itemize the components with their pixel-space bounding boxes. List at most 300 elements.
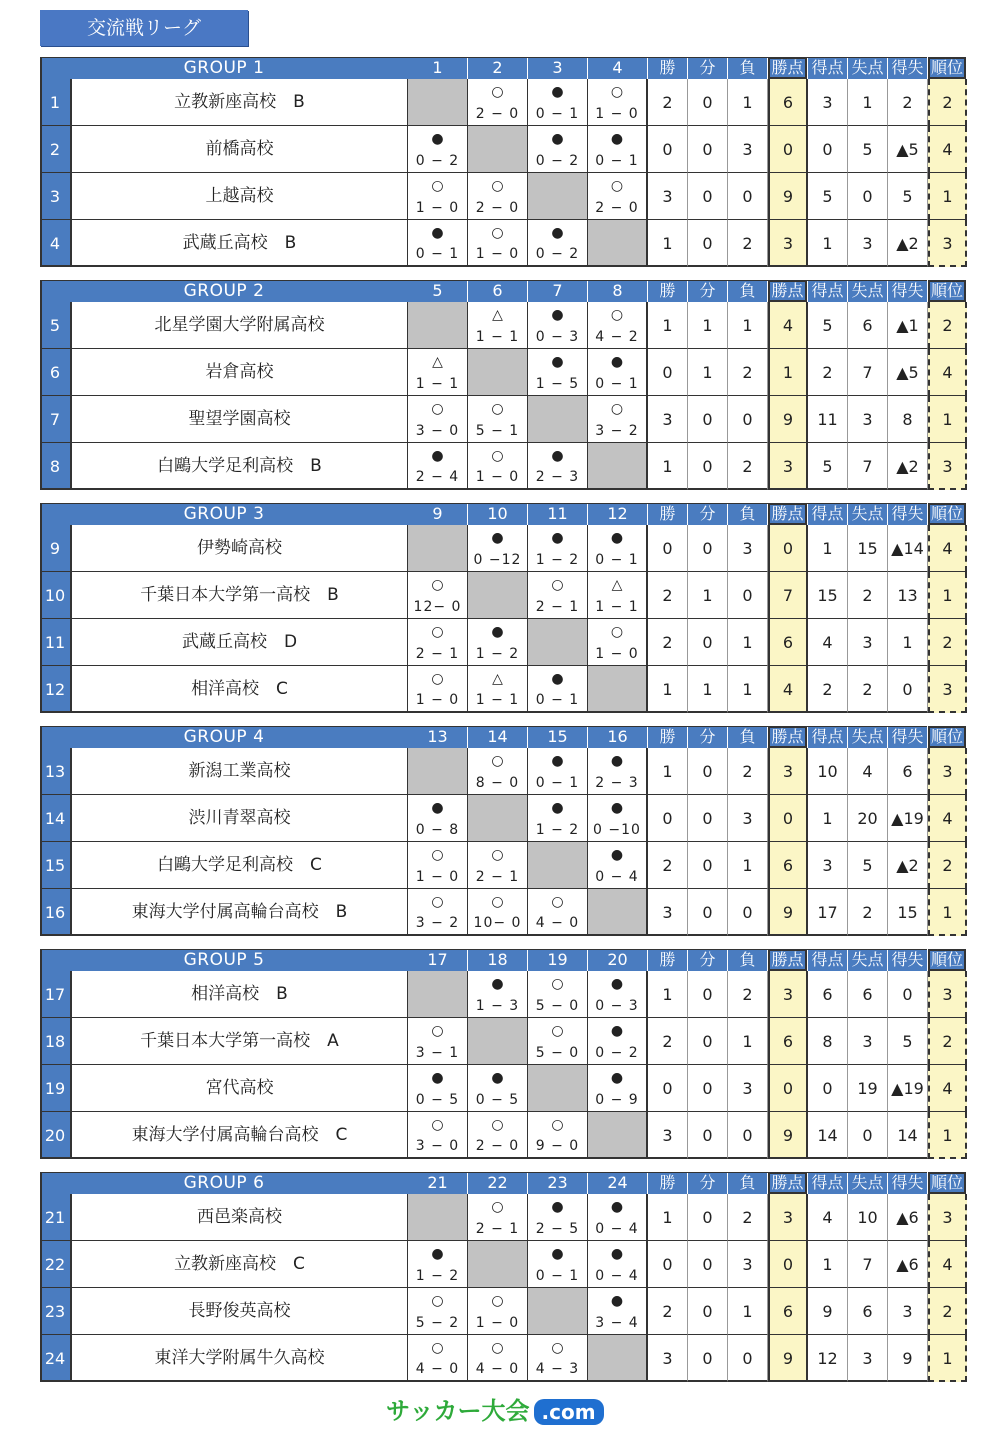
stat-column-header: 分 [688,280,727,302]
opponent-column-header: 11 [528,503,587,525]
stat-goals-against: 7 [848,1241,888,1288]
team-number: 3 [40,173,72,220]
stat-goals-against: 3 [848,396,888,443]
team-number: 6 [40,349,72,396]
result-symbol: ○ [431,178,444,194]
stat-goal-difference: ▲14 [888,525,928,572]
group-table [40,57,967,267]
result-score: 0 − 1 [415,246,460,262]
stat-goal-difference: 0 [888,971,928,1018]
stat-points: 3 [768,971,808,1018]
stat-points: 9 [768,889,808,936]
match-result [468,220,528,267]
match-result [468,971,528,1018]
stat-points: 9 [768,1335,808,1382]
self-match-cell [408,1194,468,1241]
stat-losses: 0 [728,889,768,936]
self-match-cell [408,748,468,795]
stat-losses: 3 [728,126,768,173]
stat-goals-for: 1 [808,525,848,572]
match-result [588,525,648,572]
team-number: 14 [40,795,72,842]
table-row [40,748,967,795]
match-result [588,1241,648,1288]
result-score: 0 − 2 [595,1045,639,1061]
stat-column-header: 負 [728,280,767,302]
team-name: 千葉日本大学第一高校 A [72,1018,408,1065]
result-score: 3 − 1 [415,1045,460,1061]
result-score: 2 − 1 [475,1221,520,1237]
team-name: 東洋大学附属牛久高校 [72,1335,408,1382]
stat-goals-against: 2 [848,572,888,619]
match-result [528,795,588,842]
self-match-cell [588,889,648,936]
stat-losses: 1 [728,79,768,126]
stat-rank: 2 [928,1288,967,1335]
stat-goals-against: 1 [848,79,888,126]
match-result [528,1112,588,1159]
result-score: 3 − 2 [595,423,639,439]
stat-goals-against: 6 [848,1288,888,1335]
result-score: 10− 0 [473,915,522,931]
result-score: 3 − 2 [415,915,460,931]
stat-column-header: 分 [688,503,727,525]
team-number: 5 [40,302,72,349]
stat-goals-for: 2 [808,666,848,713]
stat-points: 6 [768,79,808,126]
result-symbol: ● [610,847,624,863]
team-name: 千葉日本大学第一高校 B [72,572,408,619]
stat-column-header: 失点 [848,726,887,748]
table-row [40,795,967,842]
result-symbol: ○ [551,894,564,910]
self-match-cell [468,1018,528,1065]
stat-column-header: 得失 [888,726,927,748]
table-row [40,349,967,396]
match-result [408,349,468,396]
stat-goals-against: 19 [848,1065,888,1112]
stat-goals-against: 0 [848,1112,888,1159]
stat-column-header: 勝点 [768,57,807,79]
match-result [588,1288,648,1335]
result-symbol: ○ [491,178,504,194]
result-symbol: ● [431,448,444,464]
result-symbol: ● [491,976,504,992]
team-name: 立教新座高校 C [72,1241,408,1288]
group-name: GROUP 6 [40,1172,408,1194]
match-result [528,666,588,713]
team-number: 17 [40,971,72,1018]
stat-goal-difference: 0 [888,666,928,713]
table-row [40,1018,967,1065]
opponent-column-header: 15 [528,726,587,748]
stat-goals-for: 1 [808,795,848,842]
stat-rank: 4 [928,126,967,173]
result-score: 2 − 1 [475,869,520,885]
stat-points: 6 [768,1018,808,1065]
stat-goal-difference: 14 [888,1112,928,1159]
stat-column-header: 分 [688,949,727,971]
stat-rank: 4 [928,1065,967,1112]
match-result [408,1288,468,1335]
stat-points: 0 [768,795,808,842]
match-result [468,1335,528,1382]
team-name: 東海大学付属高輪台高校 B [72,889,408,936]
result-score: 4 − 0 [475,1361,520,1377]
stat-goal-difference: 8 [888,396,928,443]
result-score: 1 − 1 [595,599,639,615]
table-row [40,572,967,619]
stat-goals-for: 14 [808,1112,848,1159]
stat-losses: 1 [728,302,768,349]
result-symbol: ○ [551,1340,564,1356]
result-symbol: ● [551,671,564,687]
stat-wins: 0 [648,525,688,572]
stat-column-header: 勝 [648,57,687,79]
result-score: 0 − 2 [415,153,460,169]
match-result [528,572,588,619]
stat-goal-difference: 2 [888,79,928,126]
result-score: 2 − 5 [535,1221,580,1237]
stat-losses: 1 [728,666,768,713]
match-result [588,1018,648,1065]
stat-losses: 3 [728,1241,768,1288]
team-number: 16 [40,889,72,936]
table-row [40,1065,967,1112]
result-symbol: ● [431,1070,444,1086]
result-score: 0 − 4 [595,1221,639,1237]
table-row [40,525,967,572]
match-result [408,1112,468,1159]
stat-goals-against: 7 [848,443,888,490]
match-result [588,1065,648,1112]
result-symbol: △ [432,354,443,370]
self-match-cell [528,842,588,889]
stat-column-header: 負 [728,949,767,971]
stat-column-header: 得点 [808,949,847,971]
table-row [40,396,967,443]
stat-rank: 4 [928,525,967,572]
result-symbol: ● [491,624,504,640]
match-result [528,349,588,396]
match-result [468,666,528,713]
team-number: 4 [40,220,72,267]
stat-goals-for: 9 [808,1288,848,1335]
result-symbol: ○ [551,1023,564,1039]
stat-column-header: 得点 [808,57,847,79]
result-score: 0 − 2 [535,153,580,169]
match-result [528,1241,588,1288]
match-result [468,748,528,795]
result-symbol: ○ [491,401,504,417]
result-symbol: ● [551,800,564,816]
group-header [40,726,967,748]
team-name: 宮代高校 [72,1065,408,1112]
match-result [468,443,528,490]
opponent-column-header: 7 [528,280,587,302]
stat-wins: 0 [648,795,688,842]
page-title: 交流戦リーグ [40,10,248,46]
stat-wins: 3 [648,1112,688,1159]
table-row [40,443,967,490]
stat-column-header: 失点 [848,949,887,971]
stat-rank: 4 [928,1241,967,1288]
table-row [40,1194,967,1241]
match-result [408,1335,468,1382]
match-result [528,748,588,795]
opponent-column-header: 10 [468,503,527,525]
stat-goal-difference: ▲6 [888,1194,928,1241]
result-score: 0 − 2 [535,246,580,262]
group-header [40,503,967,525]
self-match-cell [528,396,588,443]
result-score: 1 − 1 [415,376,460,392]
self-match-cell [528,1065,588,1112]
result-score: 1 − 2 [535,552,580,568]
self-match-cell [588,1112,648,1159]
stat-losses: 0 [728,173,768,220]
team-number: 1 [40,79,72,126]
match-result [468,1065,528,1112]
stat-goals-for: 0 [808,1065,848,1112]
team-name: 武蔵丘高校 D [72,619,408,666]
stat-column-header: 得失 [888,57,927,79]
match-result [528,443,588,490]
stat-goals-for: 1 [808,1241,848,1288]
stat-wins: 1 [648,971,688,1018]
stat-points: 0 [768,1241,808,1288]
stat-column-header: 得点 [808,280,847,302]
stat-rank: 3 [928,971,967,1018]
result-symbol: ○ [491,225,504,241]
result-score: 0 − 5 [475,1092,520,1108]
stat-points: 3 [768,443,808,490]
stat-goal-difference: 1 [888,619,928,666]
team-number: 8 [40,443,72,490]
result-score: 5 − 0 [535,998,580,1014]
match-result [468,1288,528,1335]
stat-wins: 1 [648,1194,688,1241]
result-symbol: ● [610,1246,624,1262]
opponent-column-header: 1 [408,57,467,79]
result-score: 1 − 2 [475,646,520,662]
match-result [588,842,648,889]
opponent-column-header: 22 [468,1172,527,1194]
self-match-cell [588,666,648,713]
result-symbol: ● [431,225,444,241]
match-result [468,79,528,126]
stat-goal-difference: ▲19 [888,795,928,842]
result-score: 0 − 4 [595,869,639,885]
site-logo [386,1396,618,1426]
team-number: 9 [40,525,72,572]
result-symbol: ● [551,354,564,370]
stat-column-header: 勝点 [768,1172,807,1194]
stat-wins: 3 [648,889,688,936]
team-name: 渋川青翠高校 [72,795,408,842]
result-symbol: ● [431,1246,444,1262]
team-number: 12 [40,666,72,713]
opponent-column-header: 24 [588,1172,647,1194]
stat-goal-difference: ▲6 [888,1241,928,1288]
stat-rank: 1 [928,173,967,220]
match-result [588,572,648,619]
stat-goals-against: 2 [848,666,888,713]
match-result [408,795,468,842]
result-symbol: ○ [551,976,564,992]
result-symbol: ○ [491,1199,504,1215]
match-result [408,1241,468,1288]
result-score: 0 − 8 [415,822,460,838]
result-score: 4 − 3 [535,1361,580,1377]
result-symbol: ● [610,1023,624,1039]
result-symbol: ● [551,448,564,464]
opponent-column-header: 16 [588,726,647,748]
stat-column-header: 負 [728,1172,767,1194]
self-match-cell [528,1288,588,1335]
match-result [588,349,648,396]
stat-draws: 0 [688,1018,728,1065]
result-symbol: ● [610,753,624,769]
stat-goal-difference: 15 [888,889,928,936]
stat-rank: 2 [928,619,967,666]
stat-column-header: 失点 [848,57,887,79]
stat-wins: 2 [648,572,688,619]
stat-rank: 2 [928,842,967,889]
stat-goals-for: 8 [808,1018,848,1065]
stat-points: 9 [768,396,808,443]
stat-goals-for: 2 [808,349,848,396]
result-score: 1 − 3 [475,998,520,1014]
result-score: 2 − 0 [475,106,520,122]
team-number: 19 [40,1065,72,1112]
stat-draws: 0 [688,1194,728,1241]
stat-column-header: 勝 [648,726,687,748]
stat-goals-against: 7 [848,349,888,396]
result-symbol: ○ [491,847,504,863]
stat-goal-difference: ▲5 [888,126,928,173]
match-result [588,1194,648,1241]
result-symbol: ○ [431,847,444,863]
stat-goal-difference: ▲2 [888,443,928,490]
match-result [468,842,528,889]
result-score: 1 − 0 [415,200,460,216]
match-result [408,1065,468,1112]
stat-goal-difference: 5 [888,173,928,220]
stat-column-header: 勝 [648,1172,687,1194]
result-symbol: ● [431,800,444,816]
result-symbol: △ [611,577,623,593]
result-symbol: ○ [431,894,444,910]
stat-goal-difference: ▲2 [888,842,928,889]
stat-goals-against: 10 [848,1194,888,1241]
stat-rank: 1 [928,889,967,936]
stat-losses: 3 [728,1065,768,1112]
result-symbol: ● [610,131,624,147]
team-name: 立教新座高校 B [72,79,408,126]
result-score: 8 − 0 [475,775,520,791]
stat-draws: 0 [688,126,728,173]
stat-column-header: 順位 [928,503,966,525]
stat-goal-difference: 6 [888,748,928,795]
result-symbol: ● [551,84,564,100]
stat-wins: 1 [648,302,688,349]
team-name: 東海大学付属高輪台高校 C [72,1112,408,1159]
group-name: GROUP 3 [40,503,408,525]
stat-column-header: 失点 [848,280,887,302]
result-score: 9 − 0 [535,1138,580,1154]
stat-draws: 0 [688,889,728,936]
stat-column-header: 得点 [808,503,847,525]
stat-goals-for: 17 [808,889,848,936]
stat-points: 9 [768,1112,808,1159]
stat-goals-against: 6 [848,971,888,1018]
stat-goal-difference: ▲2 [888,220,928,267]
table-row [40,971,967,1018]
team-name: 聖望学園高校 [72,396,408,443]
result-score: 3 − 0 [415,423,460,439]
stat-column-header: 得失 [888,949,927,971]
stat-column-header: 分 [688,726,727,748]
result-score: 0 − 1 [595,376,639,392]
opponent-column-header: 6 [468,280,527,302]
stat-draws: 0 [688,1112,728,1159]
stat-goals-against: 15 [848,525,888,572]
team-number: 22 [40,1241,72,1288]
result-score: 12− 0 [413,599,462,615]
stat-draws: 0 [688,525,728,572]
result-score: 0 − 4 [595,1268,639,1284]
stat-losses: 2 [728,220,768,267]
table-row [40,889,967,936]
self-match-cell [588,220,648,267]
stat-rank: 1 [928,1112,967,1159]
stat-losses: 1 [728,1288,768,1335]
stat-column-header: 得失 [888,280,927,302]
match-result [528,525,588,572]
stat-points: 0 [768,126,808,173]
group-name: GROUP 5 [40,949,408,971]
match-result [468,889,528,936]
stat-goals-for: 5 [808,443,848,490]
team-name: 白鷗大学足利高校 C [72,842,408,889]
match-result [528,126,588,173]
self-match-cell [468,1241,528,1288]
result-symbol: ● [431,131,444,147]
match-result [528,79,588,126]
match-result [408,889,468,936]
self-match-cell [408,302,468,349]
stat-column-header: 負 [728,503,767,525]
match-result [588,302,648,349]
result-symbol: ○ [610,178,624,194]
stat-draws: 1 [688,572,728,619]
table-row [40,842,967,889]
team-name: 武蔵丘高校 B [72,220,408,267]
result-symbol: ● [551,530,564,546]
group-table [40,1172,967,1382]
stat-goal-difference: 3 [888,1288,928,1335]
result-symbol: ● [610,530,624,546]
result-symbol: ○ [431,1023,444,1039]
result-score: 4 − 0 [415,1361,460,1377]
result-score: 3 − 0 [415,1138,460,1154]
stat-draws: 0 [688,748,728,795]
stat-draws: 0 [688,173,728,220]
result-score: 2 − 0 [475,1138,520,1154]
stat-points: 3 [768,1194,808,1241]
stat-wins: 2 [648,79,688,126]
